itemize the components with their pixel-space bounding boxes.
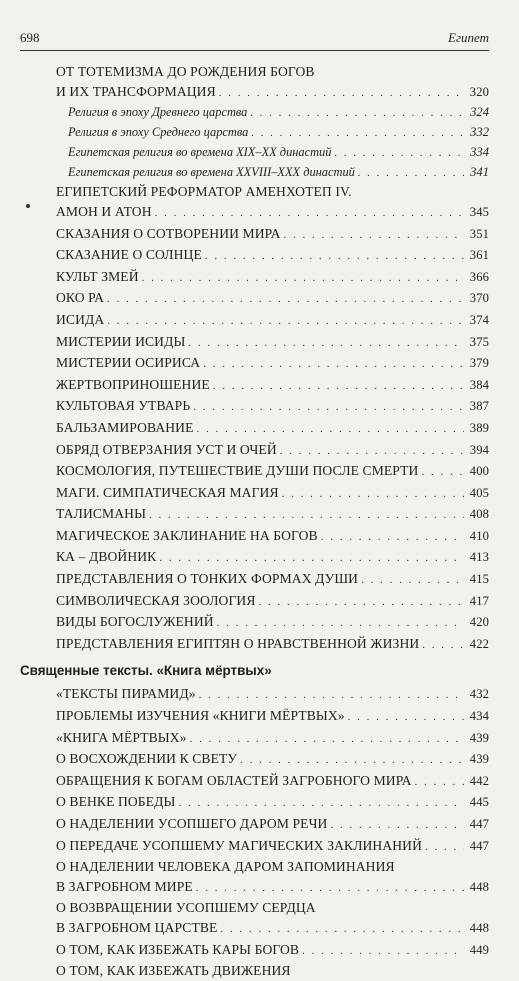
leader-dots — [159, 549, 464, 569]
toc-entry-title: МИСТЕРИИ ИСИДЫ — [56, 333, 186, 349]
toc-entry — [56, 310, 489, 332]
leader-dots — [240, 751, 464, 771]
toc-entry — [56, 684, 489, 706]
leader-dots — [190, 730, 464, 750]
toc-entry — [56, 898, 489, 939]
toc-entry-title: МАГИ. СИМПАТИЧЕСКАЯ МАГИЯ — [56, 484, 279, 500]
toc-page-number: 408 — [469, 507, 489, 522]
toc-entry-title: Религия в эпоху Среднего царства — [68, 124, 249, 139]
leader-dots — [283, 226, 464, 246]
toc-entry — [56, 483, 489, 505]
toc-entry-title: О ПЕРЕДАЧЕ УСОПШЕМУ МАГИЧЕСКИХ ЗАКЛИНАНИЙ — [56, 837, 423, 853]
toc-entry-title: «КНИГА МЁРТВЫХ» — [56, 729, 187, 745]
leader-dots — [280, 442, 464, 462]
toc-entry — [56, 375, 489, 397]
toc-page-number: 432 — [469, 687, 489, 702]
leader-dots — [361, 571, 464, 591]
leader-dots — [219, 84, 464, 104]
leader-dots — [149, 506, 464, 526]
toc-page-number: 422 — [469, 636, 489, 651]
toc-page-number: 410 — [469, 528, 489, 543]
toc-entry — [56, 504, 489, 526]
toc-page-number: 448 — [469, 920, 489, 935]
toc-entry-title: ПРЕДСТАВЛЕНИЯ ЕГИПТЯН О НРАВСТВЕННОЙ ЖИЗНИ — [56, 635, 420, 651]
toc-page-number: 374 — [469, 312, 489, 327]
toc-page-number: 389 — [469, 420, 489, 435]
toc-entry — [56, 143, 489, 163]
toc-entry-title-line: О НАДЕЛЕНИИ ЧЕЛОВЕКА ДАРОМ ЗАПОМИНАНИЯ — [56, 859, 395, 875]
leader-dots — [251, 124, 464, 143]
toc-entry-title: О ТОМ, КАК ИЗБЕЖАТЬ ДВИЖЕНИЯ — [56, 963, 291, 979]
toc-entry — [56, 569, 489, 591]
leader-dots — [196, 879, 464, 899]
toc-entry — [56, 634, 489, 656]
toc-entry — [56, 440, 489, 462]
leader-dots — [217, 614, 464, 634]
leader-dots — [197, 420, 465, 440]
toc-page-number: 324 — [470, 105, 489, 120]
toc-page-number: 434 — [469, 709, 489, 724]
toc-entry-title: ВИДЫ БОГОСЛУЖЕНИЙ — [56, 614, 214, 630]
toc-page-number: 400 — [469, 464, 489, 479]
toc-entry — [56, 163, 489, 183]
toc-entry — [56, 961, 489, 981]
toc-entry — [56, 62, 489, 103]
toc-entry-title: В ЗАГРОБНОМ ЦАРСТВЕ — [56, 919, 218, 935]
toc-entry-title: Религия в эпоху Древнего царства — [68, 105, 248, 120]
toc-part-2 — [56, 684, 489, 980]
toc-page-number: 447 — [469, 817, 489, 831]
toc-page-number: 370 — [469, 291, 489, 306]
toc-page-number: 351 — [469, 226, 489, 241]
leader-dots — [205, 247, 464, 267]
toc-entry — [56, 182, 489, 202]
toc-page-number: 420 — [469, 615, 489, 630]
toc-entry-title: СКАЗАНИЯ О СОТВОРЕНИИ МИРА — [56, 225, 281, 241]
leader-dots — [348, 708, 464, 728]
toc-entry-title: ЕГИПЕТСКИЙ РЕФОРМАТОР АМЕНХОТЕП IV. — [56, 184, 352, 200]
toc-page-number: 448 — [469, 879, 489, 894]
toc-entry-title-line: ОТ ТОТЕМИЗМА ДО РОЖДЕНИЯ БОГОВ — [56, 64, 315, 79]
leader-dots — [142, 269, 464, 289]
toc-page-number: 379 — [469, 356, 489, 371]
leader-dots — [107, 312, 464, 332]
leader-dots — [421, 463, 464, 483]
toc-page-number: 366 — [469, 269, 489, 284]
toc-entry-title: ОБРЯД ОТВЕРЗАНИЯ УСТ И ОЧЕЙ — [56, 441, 277, 457]
toc-page-number: 417 — [469, 593, 489, 608]
toc-entry — [56, 396, 489, 418]
toc-entry-title: ЖЕРТВОПРИНОШЕНИЕ — [56, 376, 210, 392]
toc-entry — [56, 728, 489, 750]
toc-entry — [56, 547, 489, 569]
toc-entry-title: О НАДЕЛЕНИИ УСОПШЕГО ДАРОМ РЕЧИ — [56, 816, 328, 831]
leader-dots — [199, 686, 464, 706]
leader-dots — [330, 816, 464, 836]
toc-entry — [56, 836, 489, 858]
leader-dots — [321, 528, 464, 548]
toc-entry-title: О ВОСХОЖДЕНИИ К СВЕТУ — [56, 751, 238, 767]
toc-entry-title: И ИХ ТРАНСФОРМАЦИЯ — [56, 83, 216, 99]
toc-part-1 — [56, 62, 489, 655]
toc-entry — [56, 792, 489, 814]
toc-entry-title: СИМВОЛИЧЕСКАЯ ЗООЛОГИЯ — [56, 592, 256, 608]
toc-entry-title: КА – ДВОЙНИК — [56, 549, 157, 565]
toc-entry-title: Египетская религия во времена XXVIII–XXX династий — [68, 164, 355, 179]
toc-entry-title: Египетская религия во времена XIX–XX династий — [68, 144, 332, 159]
running-title: Египет — [448, 30, 489, 45]
leader-dots — [282, 485, 464, 505]
section-heading: Священные тексты. «Книга мёртвых» — [20, 663, 272, 679]
leader-dots — [193, 398, 464, 418]
margin-bullet — [26, 204, 30, 208]
leader-dots — [107, 290, 464, 310]
toc-page-number: 439 — [469, 752, 489, 767]
toc-entry-title: ПРОБЛЕМЫ ИЗУЧЕНИЯ «КНИГИ МЁРТВЫХ» — [56, 708, 345, 724]
leader-dots — [415, 773, 464, 793]
leader-dots — [188, 334, 464, 354]
toc-page-number: 413 — [469, 550, 489, 565]
toc-entry-title: МАГИЧЕСКОЕ ЗАКЛИНАНИЕ НА БОГОВ — [56, 527, 318, 543]
toc-page-number: 332 — [470, 124, 489, 139]
toc-entry-title: ПРЕДСТАВЛЕНИЯ О ТОНКИХ ФОРМАХ ДУШИ — [56, 571, 359, 587]
leader-dots — [358, 164, 464, 183]
toc-page-number: 439 — [469, 730, 489, 745]
toc-page-number: 442 — [469, 773, 489, 788]
toc-page-number: 375 — [469, 334, 489, 349]
toc-entry — [56, 202, 489, 224]
leader-dots — [213, 377, 464, 397]
toc-entry-title: АМОН И АТОН — [56, 203, 152, 219]
running-header — [20, 28, 489, 51]
toc-entry — [56, 612, 489, 634]
toc-page-number: 384 — [469, 377, 489, 392]
toc-page-number: 394 — [469, 442, 489, 457]
toc-entry — [56, 461, 489, 483]
toc-entry — [56, 526, 489, 548]
leader-dots — [203, 355, 464, 375]
toc-entry — [56, 224, 489, 246]
toc-page-number: 447 — [469, 838, 489, 853]
toc-entry-title: КОСМОЛОГИЯ, ПУТЕШЕСТВИЕ ДУШИ ПОСЛЕ СМЕРТИ — [56, 463, 419, 479]
toc-entry — [56, 267, 489, 289]
toc-entry — [56, 814, 489, 836]
toc-entry-title: МИСТЕРИИ ОСИРИСА — [56, 355, 201, 371]
leader-dots — [334, 144, 464, 163]
leader-dots — [422, 636, 464, 656]
toc-entry-title: «ТЕКСТЫ ПИРАМИД» — [56, 686, 196, 702]
toc-page-number: 341 — [470, 164, 489, 179]
toc-entry-title: О ТОМ, КАК ИЗБЕЖАТЬ КАРЫ БОГОВ — [56, 941, 300, 957]
toc-entry — [56, 245, 489, 267]
toc-page-number: 449 — [469, 942, 489, 957]
toc-entry-title: В ЗАГРОБНОМ МИРЕ — [56, 878, 193, 894]
leader-dots — [259, 593, 464, 613]
toc-entry-title: О ВЕНКЕ ПОБЕДЫ — [56, 794, 176, 810]
leader-dots — [155, 204, 464, 224]
leader-dots — [220, 920, 464, 940]
toc-page-number: 415 — [469, 572, 489, 587]
toc-page-number: 405 — [469, 485, 489, 500]
toc-page-number: 334 — [470, 144, 489, 159]
toc-page-number: 320 — [469, 84, 489, 99]
toc-entry-title: СКАЗАНИЕ О СОЛНЦЕ — [56, 247, 202, 263]
leader-dots — [250, 104, 464, 123]
toc-entry-title: ОБРАЩЕНИЯ К БОГАМ ОБЛАСТЕЙ ЗАГРОБНОГО МИРА — [56, 772, 412, 788]
toc-page-number: 445 — [469, 795, 489, 810]
toc-entry — [56, 591, 489, 613]
toc-entry-title: ОКО РА — [56, 290, 104, 306]
toc-entry-title: КУЛЬТОВАЯ УТВАРЬ — [56, 398, 191, 414]
toc-entry — [56, 288, 489, 310]
leader-dots — [178, 794, 464, 814]
toc-page-number: 361 — [469, 248, 489, 263]
page-number: 698 — [20, 30, 40, 45]
table-of-contents — [20, 62, 489, 981]
toc-entry — [56, 749, 489, 771]
toc-entry — [56, 418, 489, 440]
toc-entry-title: КУЛЬТ ЗМЕЙ — [56, 268, 139, 284]
toc-page-number: 345 — [469, 204, 489, 219]
toc-entry — [56, 353, 489, 375]
toc-entry-title: БАЛЬЗАМИРОВАНИЕ — [56, 419, 194, 435]
toc-entry — [56, 332, 489, 354]
toc-entry — [56, 857, 489, 898]
leader-dots — [425, 838, 464, 858]
leader-dots — [302, 942, 464, 962]
toc-entry — [56, 771, 489, 793]
toc-entry — [56, 103, 489, 123]
toc-entry — [56, 940, 489, 962]
toc-page-number: 387 — [469, 399, 489, 414]
toc-entry — [56, 706, 489, 728]
toc-entry-title-line: О ВОЗВРАЩЕНИИ УСОПШЕМУ СЕРДЦА — [56, 900, 316, 916]
toc-entry — [56, 123, 489, 143]
toc-entry-title: ИСИДА — [56, 311, 105, 327]
toc-entry-title: ТАЛИСМАНЫ — [56, 506, 147, 522]
